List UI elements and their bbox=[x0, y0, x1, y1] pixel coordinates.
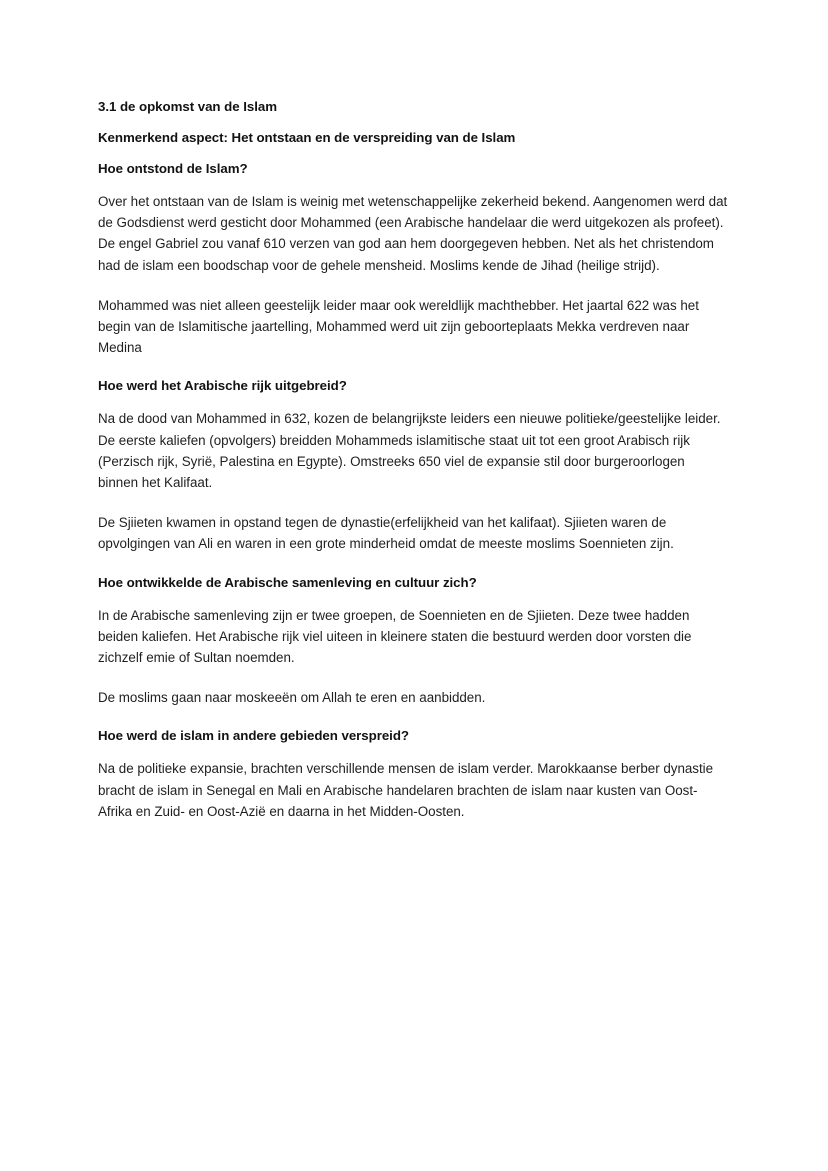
paragraph: Mohammed was niet alleen geestelijk leider maar ook wereldlijk machthebber. Het jaartal 622 was het begin van de Islamitische jaartelling, Mohammed werd uit zijn geboorteplaats Mekka verdreven naar Medina bbox=[98, 297, 699, 356]
document-body bbox=[98, 98, 728, 822]
paragraph: Na de dood van Mohammed in 632, kozen de belangrijkste leiders een nieuwe politieke/geestelijke leider. De eerste kaliefen (opvolgers) breidden Mohammeds islamitische staat uit tot een groot Arabisch rijk (Perzisch rijk, Syrië, Palestina en Egypte). Omstreeks 650 viel de expansie stil door burgeroorlogen binnen het Kalifaat. bbox=[98, 411, 721, 491]
paragraph: Over het ontstaan van de Islam is weinig met wetenschappelijke zekerheid bekend. Aangenomen werd dat de Godsdienst werd gesticht door Mohammed (een Arabische handelaar die werd uitgekozen als profeet). De engel Gabriel zou vanaf 610 verzen van god aan hem doorgegeven hebben. Net als het christendom had de islam een boodschap voor de gehele mensheid. Moslims kende de Jihad (heilige strijd). bbox=[98, 194, 728, 273]
section-title: 3.1 de opkomst van de Islam bbox=[98, 99, 277, 114]
content-block-expansion bbox=[98, 377, 728, 554]
question-heading-spread: Hoe werd de islam in andere gebieden verspreid? bbox=[98, 728, 409, 744]
question-heading-origin: Hoe ontstond de Islam? bbox=[98, 161, 248, 176]
content-block-spread bbox=[98, 727, 728, 822]
paragraph: De moslims gaan naar moskeeën om Allah te eren en aanbidden. bbox=[98, 690, 486, 706]
question-heading-expansion: Hoe werd het Arabische rijk uitgebreid? bbox=[98, 378, 347, 394]
paragraph: Na de politieke expansie, brachten verschillende mensen de islam verder. Marokkaanse berber dynastie bracht de islam in Senegal en Mali en Arabische handelaren brachten de islam naar kusten van Oost-Afrika en Zuid- en Oost-Azië en daarna in het Midden-Oosten. bbox=[98, 761, 714, 819]
kenmerkend-aspect-subheading: Kenmerkend aspect: Het ontstaan en de verspreiding van de Islam bbox=[98, 130, 516, 145]
paragraph: In de Arabische samenleving zijn er twee groepen, de Soennieten en de Sjiieten. Deze twee hadden beiden kaliefen. Het Arabische rijk viel uiteen in kleinere staten die bestuurd werden door vorsten die zichzelf emie of Sultan noemden. bbox=[98, 607, 692, 666]
paragraph: De Sjiieten kwamen in opstand tegen de dynastie(erfelijkheid van het kalifaat). Sjiieten waren de opvolgingen van Ali en waren in een grote minderheid omdat de meeste moslims Soennieten zijn. bbox=[98, 515, 674, 552]
content-block-origin bbox=[98, 160, 728, 358]
question-heading-society: Hoe ontwikkelde de Arabische samenleving en cultuur zich? bbox=[98, 574, 477, 590]
content-block-society bbox=[98, 574, 728, 709]
